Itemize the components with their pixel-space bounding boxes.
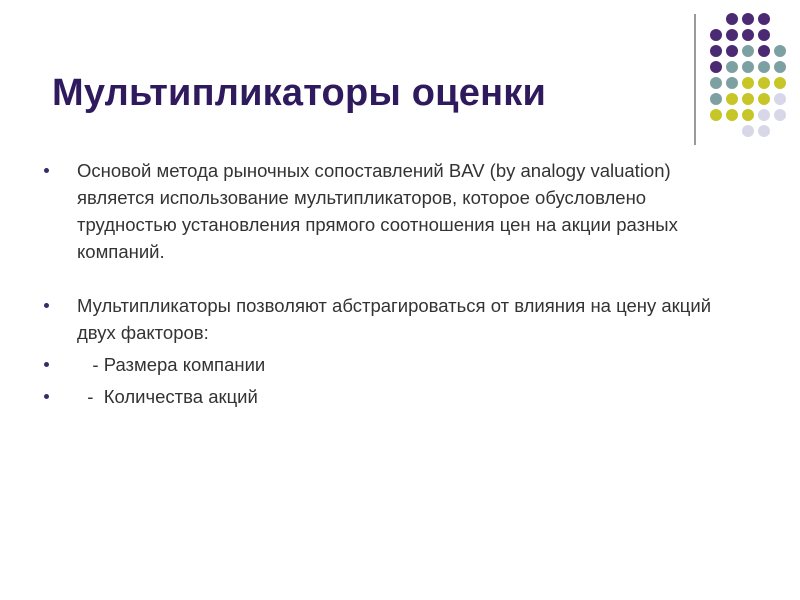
decorative-dot-icon [758, 93, 770, 105]
decorative-dot-icon [710, 29, 722, 41]
decorative-dot-icon [758, 109, 770, 121]
decorative-dot-icon [726, 77, 738, 89]
bullet-dot-icon [44, 168, 49, 173]
decorative-dot-icon [742, 61, 754, 73]
decorative-dot-icon [726, 109, 738, 121]
decorative-dot-icon [774, 61, 786, 73]
decorative-dot-icon [758, 61, 770, 73]
bullet-dot-icon [44, 303, 49, 308]
decorative-dot-icon [742, 109, 754, 121]
decorative-dot-icon [710, 109, 722, 121]
decorative-dot-icon [710, 93, 722, 105]
bullet-list [40, 157, 740, 410]
decorative-dot-icon [742, 77, 754, 89]
decorative-dot-icon [726, 61, 738, 73]
decorative-dot-icon [726, 29, 738, 41]
bullet-item-company-size [40, 351, 740, 378]
decorative-dot-icon [774, 77, 786, 89]
decorative-dot-icon [774, 93, 786, 105]
bullet-text: - Размера компании [77, 354, 266, 375]
bullet-item-multipliers [40, 292, 740, 346]
decorative-dot-icon [758, 125, 770, 137]
decorative-dot-icon [742, 29, 754, 41]
decorative-dot-icon [758, 45, 770, 57]
decorative-dot-icon [774, 45, 786, 57]
slide-title: Мультипликаторы оценки [52, 72, 547, 114]
title-divider [694, 14, 696, 145]
bullet-text: Мультипликаторы позволяют абстрагироваться от влияния на цену акций двух факторов: [77, 295, 717, 343]
decorative-dot-icon [726, 13, 738, 25]
decorative-dot-icon [758, 77, 770, 89]
decorative-dot-icon [742, 45, 754, 57]
decorative-dot-icon [758, 13, 770, 25]
bullet-dot-icon [44, 362, 49, 367]
decorative-dot-icon [774, 109, 786, 121]
bullet-dot-icon [44, 394, 49, 399]
decorative-dot-icon [726, 45, 738, 57]
bullet-item-bav [40, 157, 740, 265]
bullet-item-share-count [40, 383, 740, 410]
decorative-dot-icon [726, 93, 738, 105]
decorative-dot-icon [710, 61, 722, 73]
decorative-dot-icon [758, 29, 770, 41]
decorative-dot-icon [742, 13, 754, 25]
bullet-text: - Количества акций [77, 386, 258, 407]
decorative-dot-icon [710, 45, 722, 57]
decorative-dot-icon [710, 77, 722, 89]
bullet-text: Основой метода рыночных сопоставлений BAV (by analogy valuation) является использование мультипликаторов, которое обусловлено трудностью установления прямого соотношения цен на акции разных компаний. [77, 160, 683, 262]
decorative-dot-icon [742, 125, 754, 137]
decorative-dot-icon [742, 93, 754, 105]
